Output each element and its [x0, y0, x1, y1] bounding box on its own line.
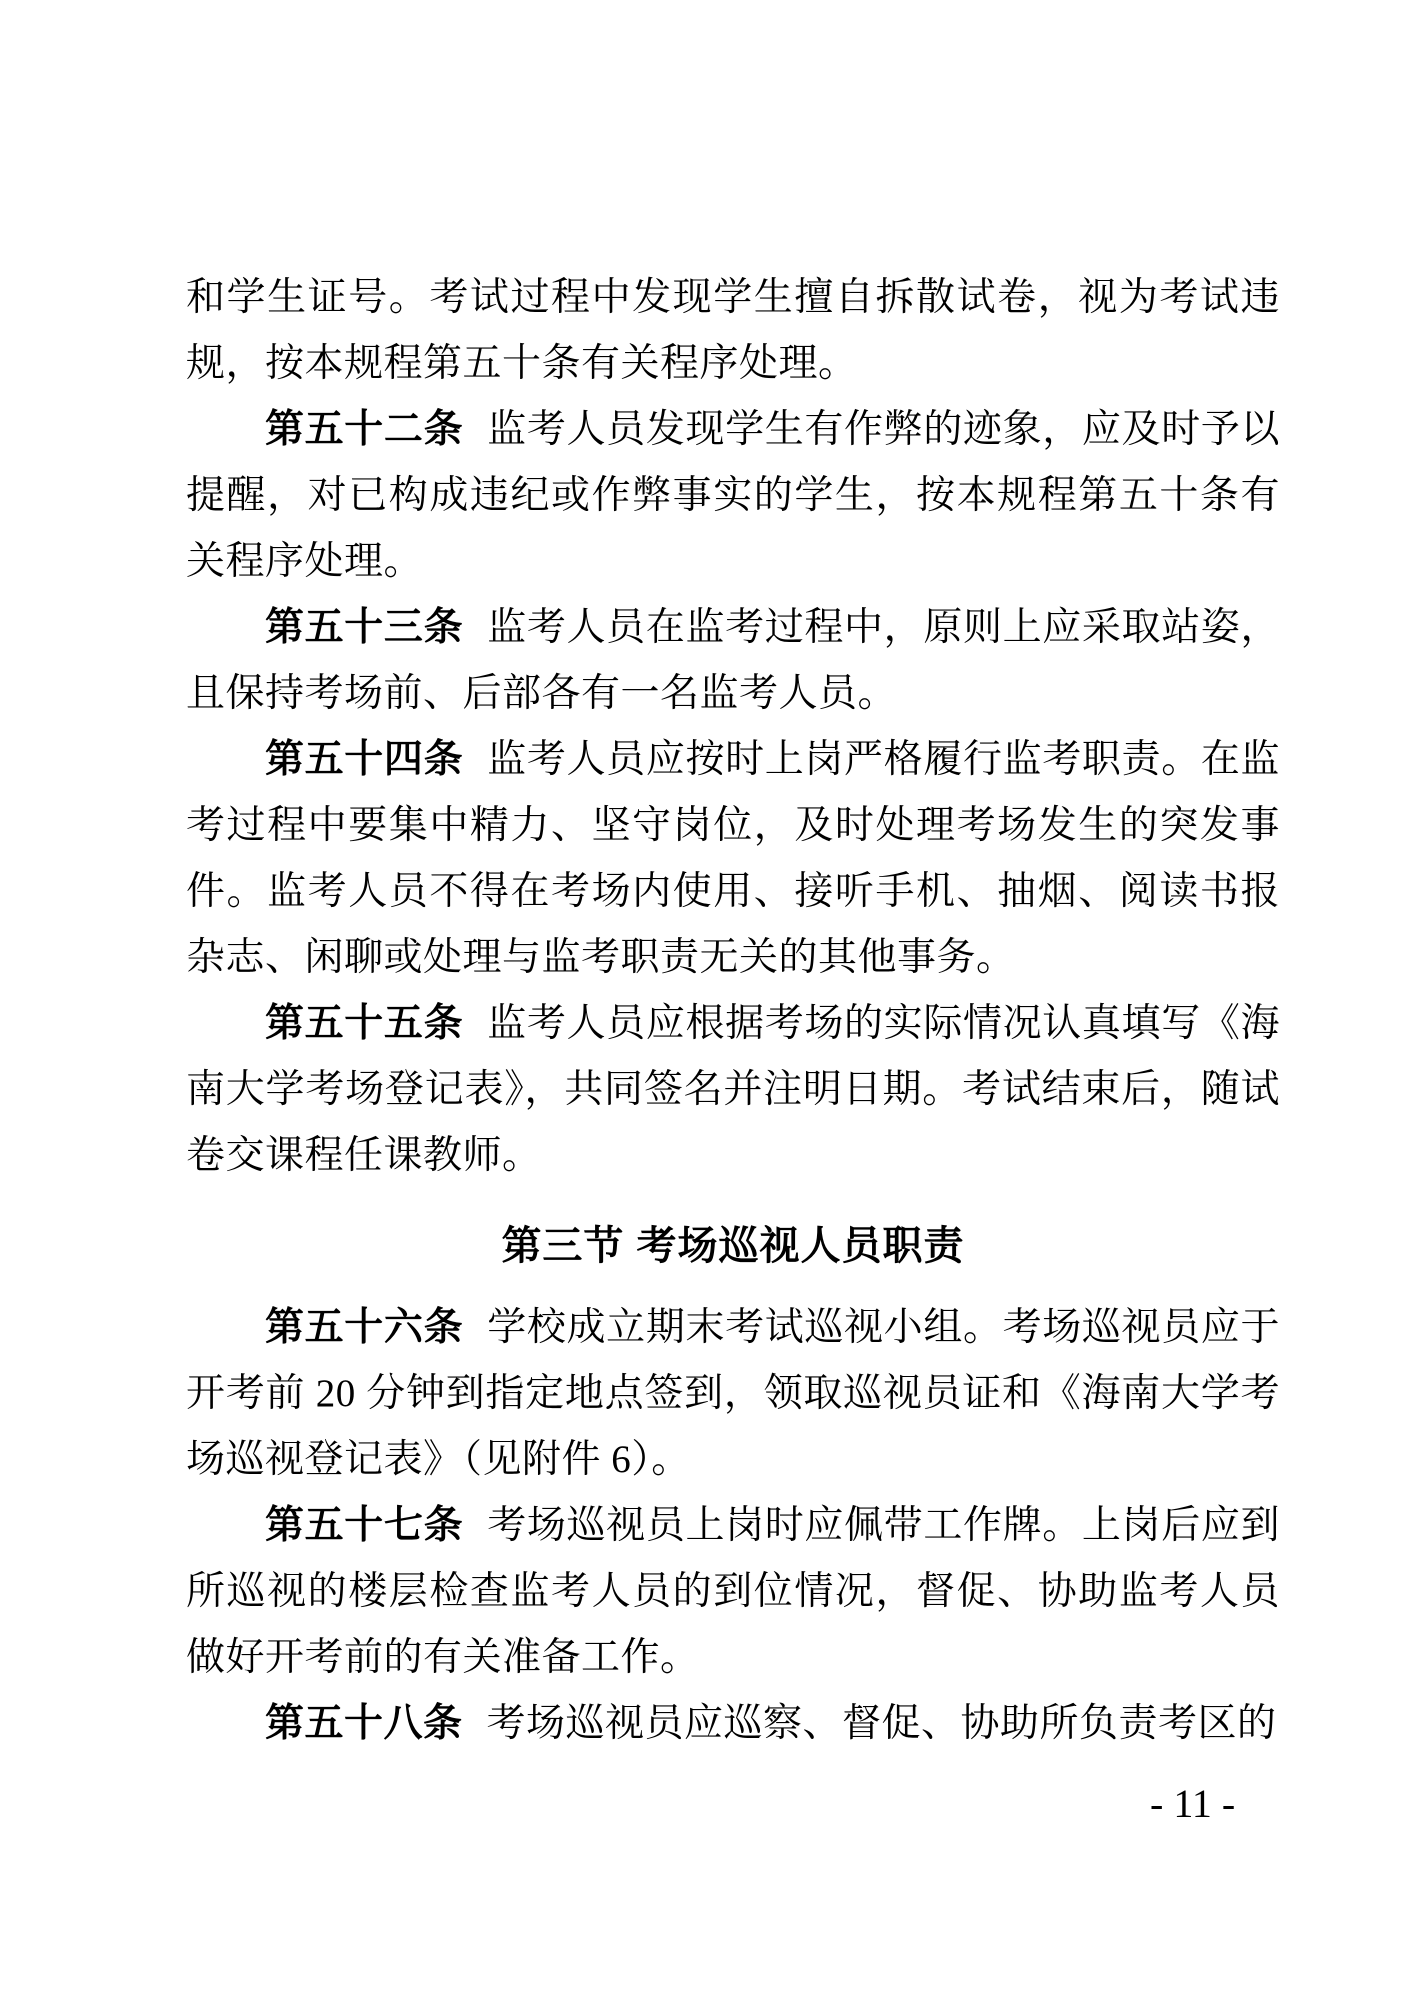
article-number: 第五十六条 [265, 1306, 464, 1349]
paragraph-text: 学校成立期末考试巡视小组。考场巡视员应于开考前 20 分钟到指定地点签到，领取巡视员证和《海南大学考场巡视登记表》（见附件 6）。 [186, 1306, 1280, 1481]
paragraph [186, 1691, 1280, 1757]
paragraph [186, 1493, 1280, 1691]
paragraph-text: 考场巡视员上岗时应佩带工作牌。上岗后应到所巡视的楼层检查监考人员的到位情况，督促、协助监考人员做好开考前的有关准备工作。 [186, 1504, 1280, 1679]
paragraph-text: 和学生证号。考试过程中发现学生擅自拆散试卷，视为考试违规，按本规程第五十条有关程序处理。 [186, 276, 1280, 385]
article-number: 第五十五条 [265, 1002, 464, 1045]
article-number: 第五十八条 [265, 1702, 463, 1745]
paragraph [186, 397, 1280, 595]
paragraph-text: 考场巡视员应巡察、督促、协助所负责考区的 [486, 1702, 1277, 1745]
paragraph [186, 265, 1280, 397]
paragraph [186, 1295, 1280, 1493]
page-number: - 11 - [1150, 1781, 1236, 1826]
article-number: 第五十二条 [265, 408, 464, 451]
paragraph-text: 监考人员应根据考场的实际情况认真填写《海南大学考场登记表》，共同签名并注明日期。考试结束后，随试卷交课程任课教师。 [186, 1002, 1280, 1177]
section-heading: 第三节 考场巡视人员职责 [501, 1224, 965, 1268]
text-block [186, 265, 1280, 1757]
paragraph [186, 991, 1280, 1189]
paragraph [186, 595, 1280, 727]
paragraph-text: 监考人员发现学生有作弊的迹象，应及时予以提醒，对已构成违纪或作弊事实的学生，按本规程第五十条有关程序处理。 [186, 408, 1280, 583]
article-number: 第五十七条 [265, 1504, 464, 1547]
paragraph-text: 监考人员在监考过程中，原则上应采取站姿，且保持考场前、后部各有一名监考人员。 [186, 606, 1280, 715]
paragraph [186, 727, 1280, 991]
article-number: 第五十三条 [265, 606, 464, 649]
paragraph-text: 监考人员应按时上岗严格履行监考职责。在监考过程中要集中精力、坚守岗位，及时处理考场发生的突发事件。监考人员不得在考场内使用、接听手机、抽烟、阅读书报杂志、闲聊或处理与监考职责无关的其他事务。 [186, 738, 1280, 979]
article-number: 第五十四条 [265, 738, 464, 781]
